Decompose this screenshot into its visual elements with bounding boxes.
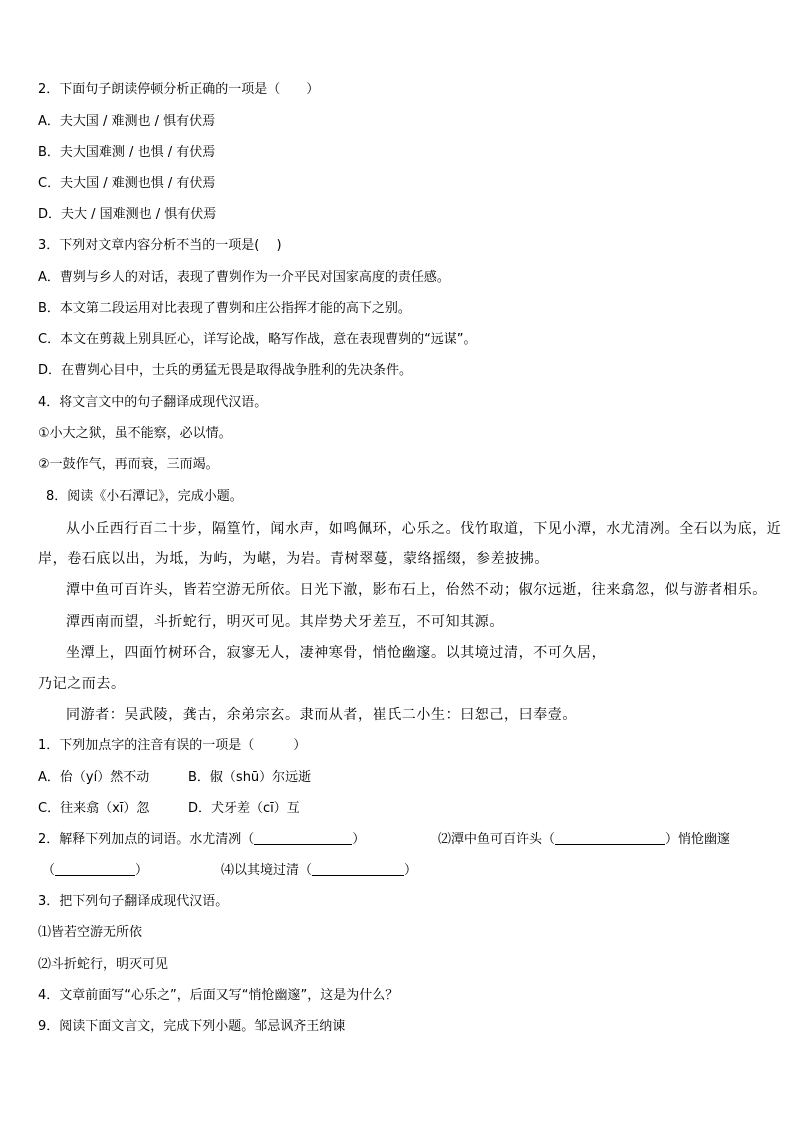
q4-stem: 4．将文言文中的句子翻译成现代汉语。 [38,395,268,410]
q8-sub3-stem: 3．把下列句子翻译成现代汉语。 [38,894,229,909]
q8-sub2-part2 [438,829,730,851]
q8-sub2-part2-label: ⑵潭中鱼可百许头（ [438,832,556,847]
q8-sub2-part2-close: ）悄怆幽邃 [665,832,731,847]
q2-option-b: B．夫大国难测 / 也惧 / 有伏焉 [38,145,216,160]
q8-sub2-part4 [221,860,417,882]
passage-line-6: 乃记之而去。 [38,676,126,692]
answer-blank-3[interactable] [55,861,135,876]
q8-sub1-option-b: B．俶（shū）尔远逝 [188,770,312,785]
passage-line-2: 岸，卷石底以出，为坻，为屿，为嵁，为岩。青树翠蔓，蒙络摇缀，参差披拂。 [38,551,549,567]
q4-item-1: ①小大之狱，虽不能察，必以情。 [38,426,232,441]
q8-sub2-close-1: ） [352,832,366,847]
passage-line-4: 潭西南而望，斗折蛇行，明灭可见。其岸势犬牙差互，不可知其源。 [66,614,504,630]
q2-option-a: A．夫大国 / 难测也 / 惧有伏焉 [38,114,216,129]
q3-option-d: D．在曹刿心目中，士兵的勇猛无畏是取得战争胜利的先决条件。 [38,363,413,378]
q3-option-c: C．本文在剪裁上别具匠心，详写论战，略写作战，意在表现曹刿的“远谋”。 [38,332,477,347]
q8-sub2-part4-label: ⑷以其境过清（ [221,863,313,878]
q8-stem: 8．阅读《小石潭记》，完成小题。 [46,489,243,504]
q8-sub2-line-2 [42,860,148,882]
q8-sub2-line2-close: ） [135,863,149,878]
passage-line-5: 坐潭上，四面竹树环合，寂寥无人，凄神寒骨，悄怆幽邃。以其境过清，不可久居， [66,645,607,661]
answer-blank-2[interactable] [555,830,665,845]
q3-stem: 3．下列对文章内容分析不当的一项是( ) [38,238,282,253]
q8-sub1-option-a: A．佁（yí）然不动 [38,770,150,785]
q8-sub3-item-2: ⑵斗折蛇行，明灭可见 [38,957,169,972]
q8-sub2-stem: 2．解释下列加点的词语。水尤清冽（ [38,832,255,847]
q9-stem: 9．阅读下面文言文，完成下列小题。邹忌讽齐王纳谏 [38,1019,346,1034]
q2-stem: 2．下面句子朗读停顿分析正确的一项是（ ） [38,82,320,97]
q8-sub3-item-1: ⑴皆若空游无所依 [38,925,143,940]
q8-sub4-stem: 4．文章前面写“心乐之”，后面又写“悄怆幽邃”，这是为什么？ [38,988,399,1003]
q3-option-b: B．本文第二段运用对比表现了曹刿和庄公指挥才能的高下之别。 [38,301,411,316]
q4-item-2: ②一鼓作气，再而衰，三而竭。 [38,457,219,472]
passage-line-1: 从小丘西行百二十步，隔篁竹，闻水声，如鸣佩环，心乐之。伐竹取道，下见小潭，水尤清冽。全石以为底，近 [66,521,782,537]
answer-blank-4[interactable] [312,861,404,876]
q8-sub1-option-c: C．往来翕（xī）忽 [38,801,150,816]
q8-sub1-option-d: D．犬牙差（cī）互 [188,801,300,816]
q2-option-c: C．夫大国 / 难测也惧 / 有伏焉 [38,176,216,191]
q8-sub2-part4-close: ） [404,863,418,878]
q8-sub1-stem: 1．下列加点字的注音有误的一项是（ ） [38,738,307,753]
passage-line-7: 同游者：吴武陵，龚古，余弟宗玄。隶而从者，崔氏二小生：曰恕己，曰奉壹。 [66,707,577,723]
passage-line-3: 潭中鱼可百许头，皆若空游无所依。日光下澈，影布石上，佁然不动；俶尔远逝，往来翕忽，似与游者相乐。 [66,582,767,598]
q8-sub2-line-1 [38,829,365,851]
answer-blank-1[interactable] [254,830,352,845]
q3-option-a: A．曹刿与乡人的对话，表现了曹刿作为一介平民对国家高度的责任感。 [38,270,450,285]
q8-sub2-line2-open: （ [42,863,56,878]
q2-option-d: D．夫大 / 国难测也 / 惧有伏焉 [38,207,217,222]
